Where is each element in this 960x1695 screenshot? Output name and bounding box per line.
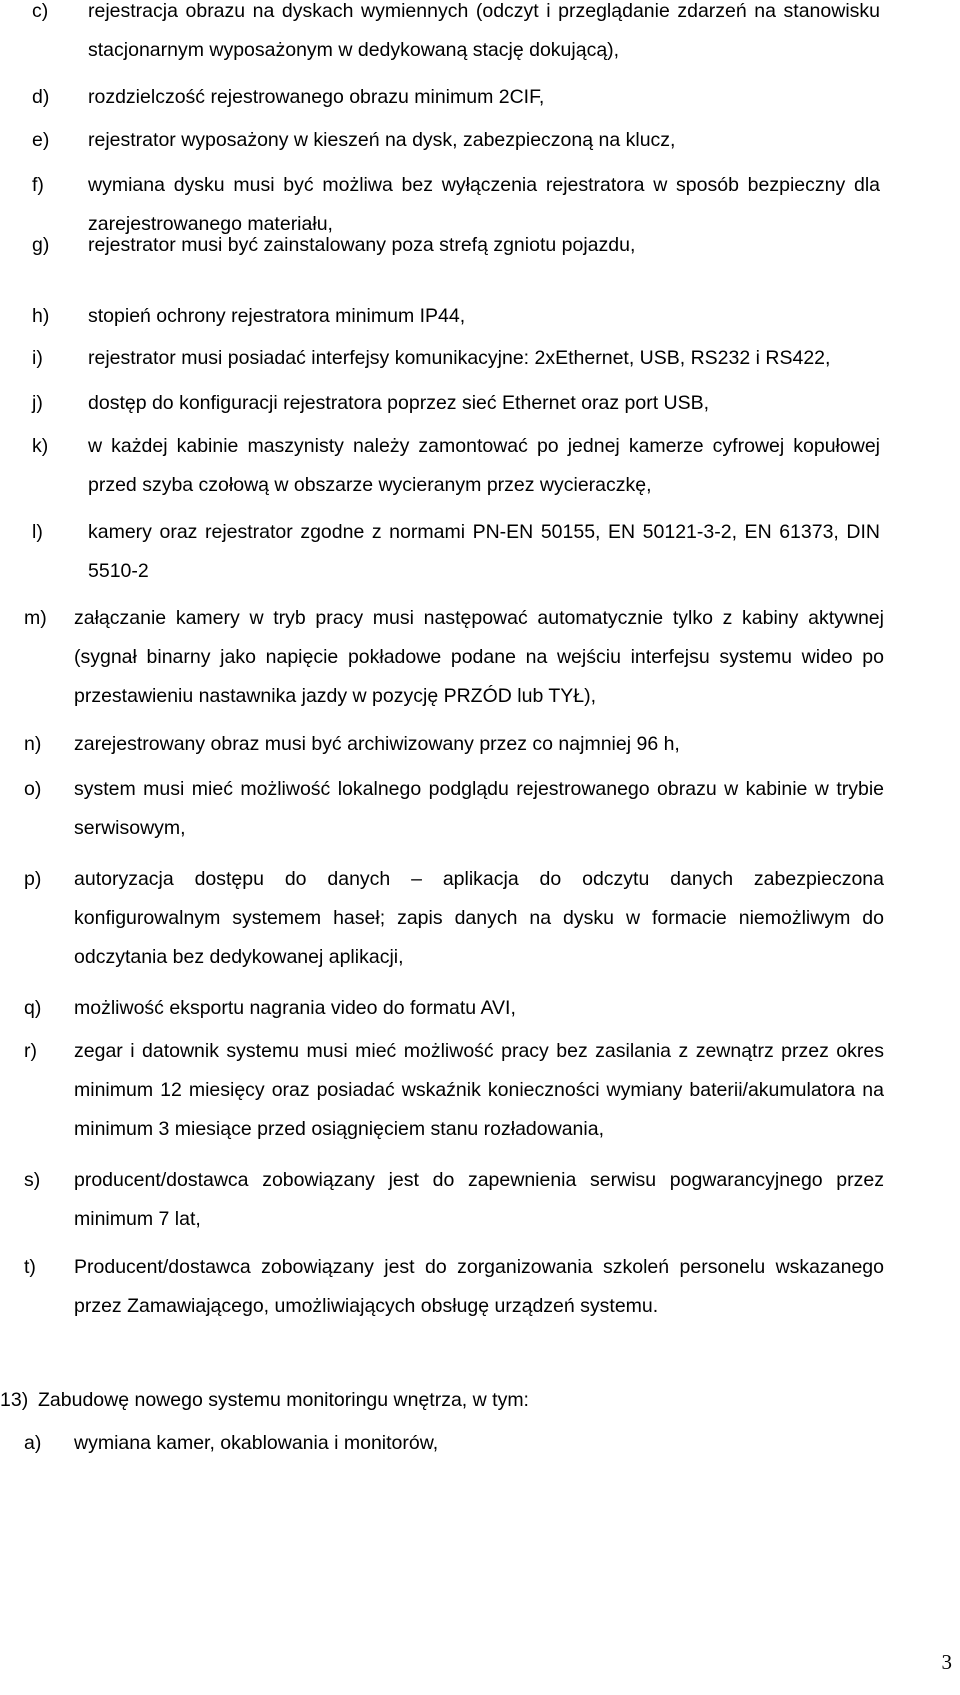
list-item-text: wymiana dysku musi być możliwa bez wyłączenia rejestratora w sposób bezpieczny dla zarejestrowanego materiału,: [88, 174, 880, 235]
list-item-text: stopień ochrony rejestratora minimum IP44,: [88, 305, 466, 327]
list-marker: m): [24, 607, 47, 629]
list-item: [32, 384, 880, 423]
list-marker: o): [24, 778, 42, 800]
list-item: [32, 427, 880, 505]
list-marker: n): [24, 733, 42, 755]
list-marker: c): [32, 0, 49, 22]
list-item-text: rozdzielczość rejestrowanego obrazu minimum 2CIF,: [88, 86, 545, 108]
list-marker: r): [24, 1040, 37, 1062]
list-item-text: kamery oraz rejestrator zgodne z normami PN-EN 50155, EN 50121-3-2, EN 61373, DIN 5510-2: [88, 521, 880, 582]
list-item: [24, 989, 884, 1028]
list-marker: a): [24, 1432, 42, 1454]
list-item-text: dostęp do konfiguracji rejestratora poprzez sieć Ethernet oraz port USB,: [88, 392, 710, 414]
list-marker: t): [24, 1256, 36, 1278]
list-item-text: autoryzacja dostępu do danych – aplikacja do odczytu danych zabezpieczona konfigurowalnym systemem haseł; zapis danych na dysku w formacie niemożliwym do odczytania bez dedykowanej aplikacji,: [74, 868, 884, 968]
list-item-text: Producent/dostawca zobowiązany jest do zorganizowania szkoleń personelu wskazanego przez Zamawiającego, umożliwiających obsługę urządzeń systemu.: [74, 1256, 884, 1317]
list-marker: l): [32, 521, 43, 543]
list-item: [32, 121, 880, 160]
list-marker: d): [32, 86, 50, 108]
list-marker: s): [24, 1169, 41, 1191]
section-number: 13): [0, 1389, 29, 1411]
list-item-text: rejestrator wyposażony w kieszeń na dysk, zabezpieczoną na klucz,: [88, 129, 676, 151]
list-item: [24, 725, 884, 764]
list-marker: j): [32, 392, 43, 414]
list-item: [24, 860, 884, 977]
list-item: [24, 1248, 884, 1326]
list-marker: q): [24, 997, 42, 1019]
list-item: [24, 1424, 884, 1463]
list-item-text: producent/dostawca zobowiązany jest do zapewnienia serwisu pogwarancyjnego przez minimum 7 lat,: [74, 1169, 884, 1230]
list-item-text: w każdej kabinie maszynisty należy zamontować po jednej kamerze cyfrowej kopułowej przed szyba czołową w obszarze wycieranym przez wycieraczkę,: [88, 435, 880, 496]
list-item-text: system musi mieć możliwość lokalnego podglądu rejestrowanego obrazu w kabinie w trybie serwisowym,: [74, 778, 884, 839]
list-item: [32, 513, 880, 591]
list-item: [32, 297, 880, 336]
list-marker: p): [24, 868, 42, 890]
list-item-text: rejestrator musi posiadać interfejsy komunikacyjne: 2xEthernet, USB, RS232 i RS422,: [88, 347, 831, 369]
list-item-text: zegar i datownik systemu musi mieć możliwość pracy bez zasilania z zewnątrz przez okres minimum 12 miesięcy oraz posiadać wskaźnik konieczności wymiany baterii/akumulatora na minimum 3 miesiące przed osiągnięciem stanu rozładowania,: [74, 1040, 884, 1140]
list-item: [24, 1032, 884, 1149]
list-marker: f): [32, 174, 44, 196]
list-marker: h): [32, 305, 50, 327]
list-item-text: zarejestrowany obraz musi być archiwizowany przez co najmniej 96 h,: [74, 733, 680, 755]
list-item: [32, 339, 880, 378]
section-heading-text: Zabudowę nowego systemu monitoringu wnętrza, w tym:: [38, 1389, 529, 1411]
list-item-text: rejestrator musi być zainstalowany poza strefą zgniotu pojazdu,: [88, 234, 636, 256]
list-item: [24, 1161, 884, 1239]
list-marker: e): [32, 129, 50, 151]
list-item: [24, 599, 884, 716]
list-item: [32, 226, 880, 265]
list-item: [32, 78, 880, 117]
list-item-text: załączanie kamery w tryb pracy musi następować automatycznie tylko z kabiny aktywnej (sygnał binarny jako napięcie pokładowe podane na wejściu interfejsu systemu wideo po przestawieniu nastawnika jazdy w pozycję PRZÓD lub TYŁ),: [74, 607, 884, 707]
list-item-text: rejestracja obrazu na dyskach wymiennych (odczyt i przeglądanie zdarzeń na stanowisku stacjonarnym wyposażonym w dedykowaną stację dokującą),: [88, 0, 880, 61]
list-item-text: wymiana kamer, okablowania i monitorów,: [74, 1432, 439, 1454]
section-heading: [0, 1381, 884, 1420]
list-item: [32, 0, 880, 70]
list-item-text: możliwość eksportu nagrania video do formatu AVI,: [74, 997, 516, 1019]
page-number: 3: [941, 1650, 952, 1674]
list-marker: i): [32, 347, 43, 369]
list-item: [24, 770, 884, 848]
list-marker: k): [32, 435, 49, 457]
list-marker: g): [32, 234, 50, 256]
